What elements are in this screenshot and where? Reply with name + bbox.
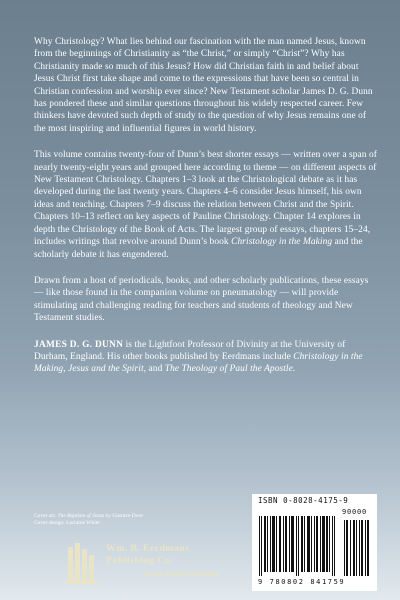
- publisher-name-line2: Publishing Co.: [106, 555, 174, 566]
- blurb-paragraph-audience: Drawn from a host of periodicals, books, and other scholarly publications, these essays — like those found in the companion volume on pneumatology — will provide stimulating and challenging reading for teachers and students of theology and New Testament studies.: [34, 275, 369, 324]
- addon-bars: [344, 520, 369, 576]
- back-cover-blurb: [34, 36, 380, 390]
- bio-book-theology: The Theology of Paul the Apostle.: [164, 364, 296, 375]
- author-bio: [34, 339, 380, 376]
- cover-art-credit: [34, 513, 234, 520]
- cover-design-credit: Cover design: Lorraine White: [34, 520, 100, 526]
- blurb-paragraph-intro: Why Christology? What lies behind our fascination with the man named Jesus, known from the beginnings of Christianity as “the Christ,” or simply “Christ”? Why has Christianity made so much of this Jesus? How did Christian faith in and belief about Jesus Christ first take shape and come to the expressions that have been so central in Christian confession and worship ever since? New Testament scholar James D. G. Dunn has pondered these and similar questions throughout his widely respected career. Few thinkers have devoted such depth of study to the question of why Jesus remains one of the most inspiring and influential figures in world history.: [34, 37, 373, 134]
- cover-art-artist: by Gustave Dore: [104, 513, 143, 519]
- bio-book-list: Christology in the Making, Jesus and the Spirit,: [34, 351, 363, 375]
- cover-art-label: Cover art:: [34, 513, 58, 519]
- price-code: 90000: [342, 508, 368, 516]
- publisher-imprint: [66, 535, 236, 590]
- contents-text-b: and the scholarly debate it has engendered.: [34, 237, 363, 260]
- isbn-number: ISBN 0-8028-4175-9: [258, 496, 349, 505]
- publisher-logo-icon: [66, 541, 100, 585]
- author-name: JAMES D. G. DUNN: [34, 339, 124, 350]
- contents-text-a: This volume contains twenty-four of Dunn’s best shorter essays — written over a span of nearly twenty-eight years and grouped here according to theme — on different aspects of New Testament Christology. Chapters 1–3 look at the Christological debate as it has developed during the last twenty years. Chapters 4–6 consider Jesus himself, his own ideas and teaching. Chapters 7–9 discuss the relation between Christ and the Spirit. Chapters 10–13 reflect on key aspects of Pauline Christology. Chapter 14 explores in depth the Christology of the Book of Acts. The largest group of essays, chapters 15–24, includes writings that revolve around Dunn’s book: [34, 150, 378, 248]
- blurb-paragraph-contents: [34, 149, 380, 261]
- barcode-bars: [258, 516, 371, 576]
- book-title-christology: Christology in the Making: [231, 237, 333, 248]
- ean-number: 9 780802 841759: [258, 578, 346, 586]
- cover-art-title: The Baptism of Jesus: [57, 513, 105, 519]
- bio-text-a: is the Lightfoot Professor of Divinity at the University of Durham, England. His other books published by Eerdmans include: [34, 339, 346, 362]
- publisher-place: Grand Rapids/Cambridge: [144, 571, 219, 578]
- isbn-barcode: [252, 494, 377, 591]
- bio-text-b: and: [146, 364, 165, 375]
- ean-bars: [259, 516, 335, 576]
- publisher-name: [106, 543, 246, 567]
- cover-credits: [34, 513, 234, 527]
- publisher-name-line1: Wm. B. Eerdmans: [106, 543, 190, 554]
